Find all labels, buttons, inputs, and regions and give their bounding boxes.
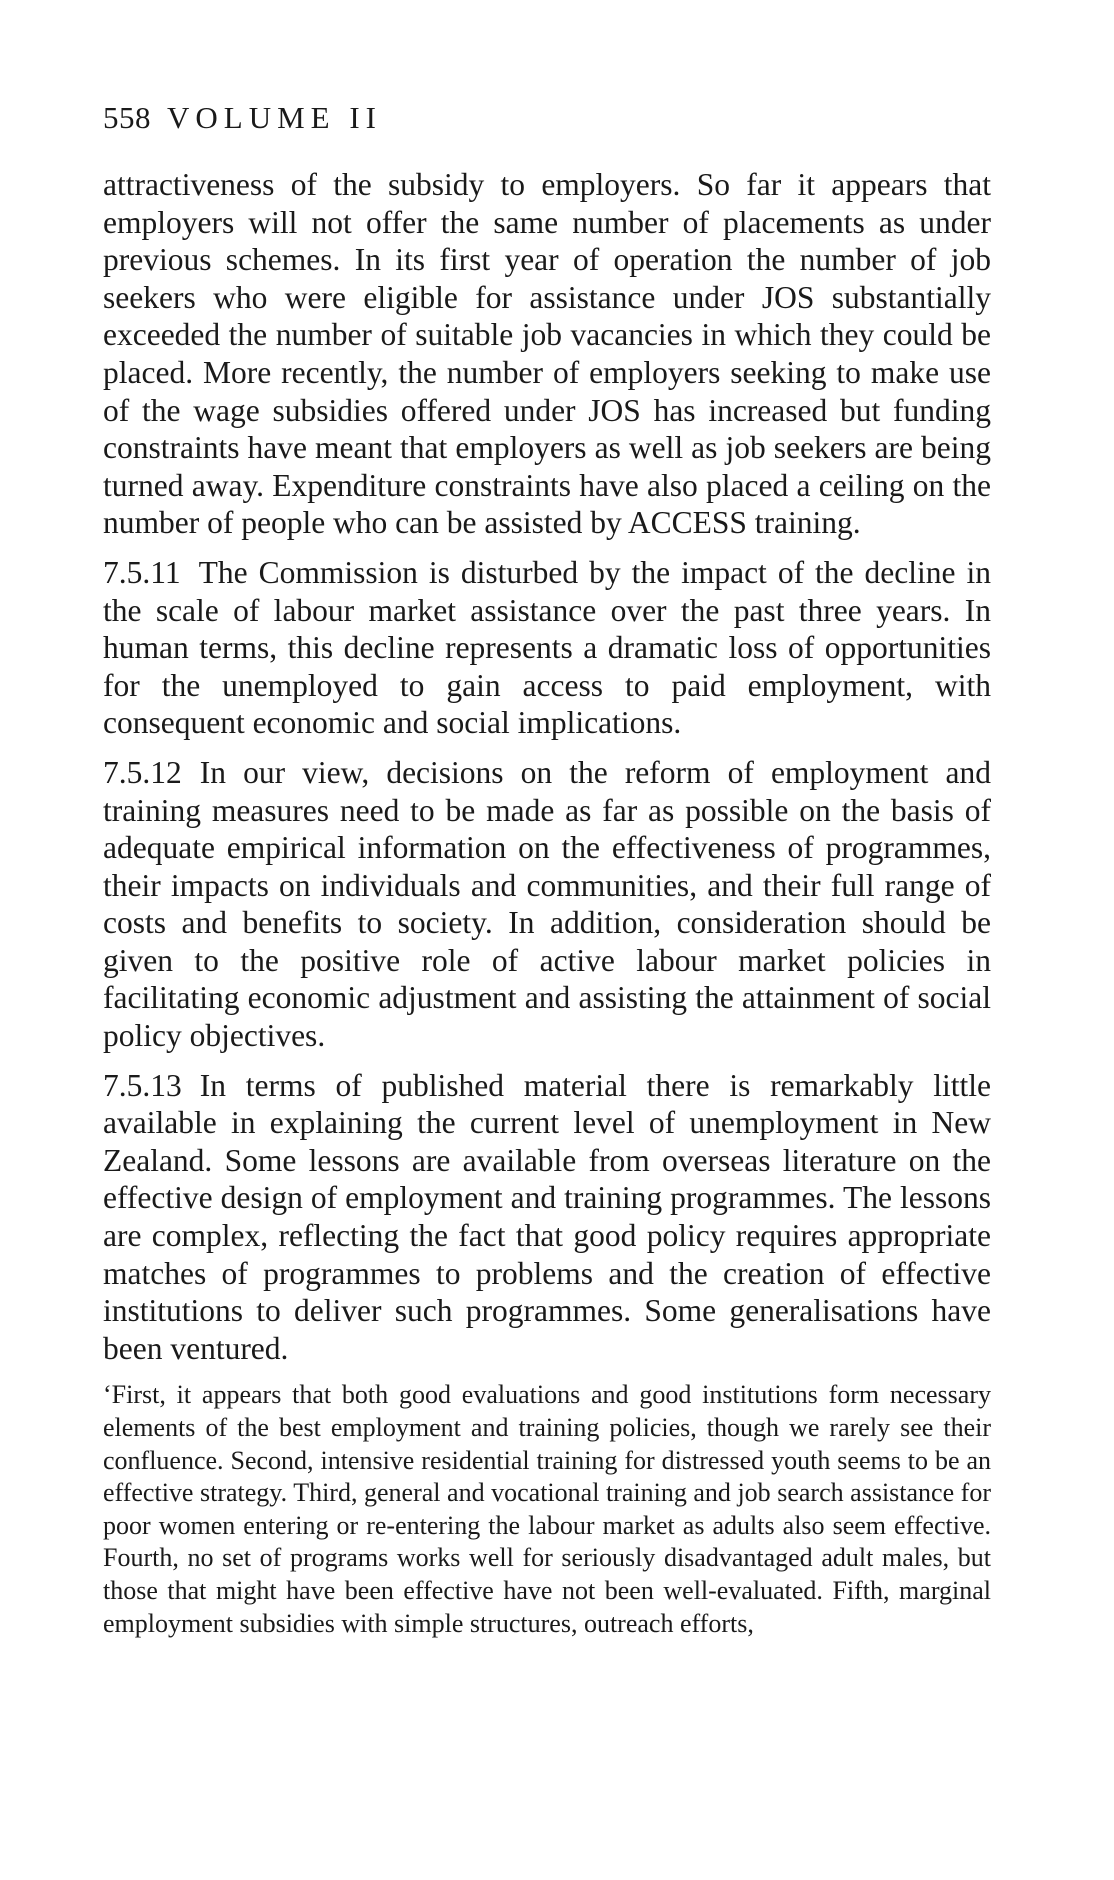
running-header <box>103 102 382 133</box>
paragraph-text: In our view, decisions on the reform of employment and training measures need to be made as far as possible on the basis of adequate empirical information on the effectiveness of programmes, their impacts on individuals and communities, and their full range of costs and benefits to society. In addition, consideration should be given to the positive role of active labour market policies in facilitating economic adjustment and assisting the attainment of social policy objectives. <box>103 754 991 1054</box>
paragraph-number: 7.5.13 <box>103 1067 182 1103</box>
paragraph-7-5-11 <box>103 554 991 742</box>
page-number: 558 <box>103 100 151 135</box>
paragraph-continued <box>103 166 991 542</box>
paragraph-text: In terms of published material there is remarkably little available in explaining the current level of unemployment in New Zealand. Some lessons are available from overseas literature on the effective design of employment and training programmes. The lessons are complex, reflecting the fact that good policy requires appropriate matches of programmes to problems and the creation of effective institutions to deliver such programmes. Some generalisations have been ventured. <box>103 1067 991 1366</box>
paragraph-7-5-12 <box>103 754 991 1055</box>
volume-label: VOLUME II <box>167 100 382 135</box>
body-text <box>103 166 991 1652</box>
paragraph-text: The Commission is disturbed by the impact of the decline in the scale of labour market assistance over the past three years. In human terms, this decline represents a dramatic loss of opportunities for the unemployed to gain access to paid employment, with consequent economic and social implications. <box>103 554 991 741</box>
paragraph-text: attractiveness of the subsidy to employers. So far it appears that employers will not offer the same number of placements as under previous schemes. In its first year of operation the number of job seekers who were eligible for assistance under JOS substantially exceeded the number of suitable job vacancies in which they could be placed. More recently, the number of employers seeking to make use of the wage subsidies offered under JOS has increased but funding constraints have meant that employers as well as job seekers are being turned away. Expenditure constraints have also placed a ceiling on the number of people who can be assisted by ACCESS training. <box>103 167 991 541</box>
paragraph-7-5-13 <box>103 1067 991 1368</box>
quote-text: ‘First, it appears that both good evaluations and good institutions form necessary elements of the best employment and training policies, though we rarely see their confluence. Second, intensive residential training for distressed youth seems to be an effective strategy. Third, general and vocational training and job search assistance for poor women entering or re-entering the labour market as adults also seem effective. Fourth, no set of programs works well for seriously disadvantaged adult males, but those that might have been effective have not been well-evaluated. Fifth, marginal employment subsidies with simple structures, outreach efforts, <box>103 1380 991 1638</box>
paragraph-number: 7.5.12 <box>103 754 182 790</box>
paragraph-number: 7.5.11 <box>103 554 181 590</box>
block-quote <box>103 1379 991 1640</box>
